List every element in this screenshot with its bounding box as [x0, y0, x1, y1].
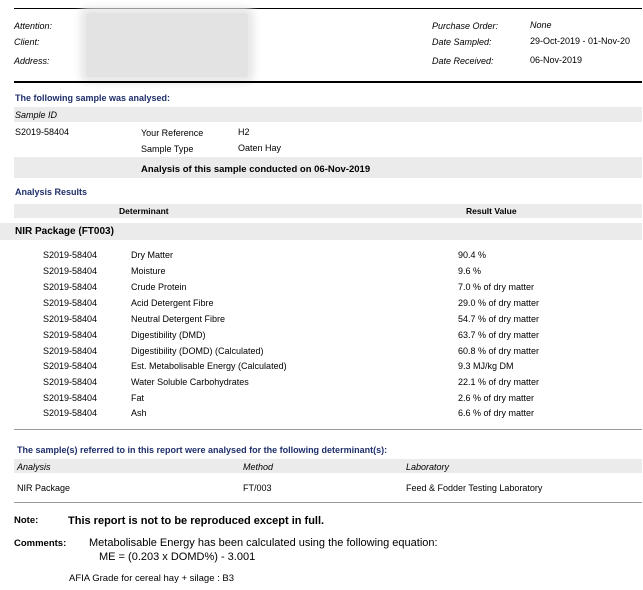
result-value: 2.6 % of dry matter	[458, 393, 535, 403]
col-analysis: Analysis	[17, 462, 51, 472]
result-determinant: Digestibility (DMD)	[131, 330, 206, 340]
date-sampled-value: 29-Oct-2019 - 01-Nov-20	[530, 36, 631, 46]
sample-id-value: S2019-58404	[15, 127, 70, 137]
date-received-value: 06-Nov-2019	[530, 55, 583, 65]
result-sample-id: S2019-58404	[43, 408, 98, 418]
col-method: Method	[243, 462, 274, 472]
redacted-client-details	[86, 13, 248, 77]
method-laboratory-value: Feed & Fodder Testing Laboratory	[406, 483, 543, 493]
result-sample-id: S2019-58404	[43, 346, 98, 356]
sample-id-band	[14, 107, 642, 122]
result-sample-id: S2019-58404	[43, 393, 98, 403]
result-determinant: Fat	[131, 393, 145, 403]
col-laboratory: Laboratory	[406, 462, 450, 472]
result-sample-id: S2019-58404	[43, 377, 98, 387]
methods-column-header	[14, 459, 642, 473]
note-text: This report is not to be reproduced except in full.	[68, 515, 325, 527]
top-rule	[14, 8, 642, 9]
result-value: 6.6 % of dry matter	[458, 408, 535, 418]
results-divider	[14, 429, 642, 430]
header-rule	[14, 81, 642, 83]
result-sample-id: S2019-58404	[43, 266, 98, 276]
comments-line-1: Metabolisable Energy has been calculated using the following equation:	[89, 537, 438, 549]
address-label: Address:	[14, 56, 50, 66]
results-column-header	[14, 204, 642, 218]
result-sample-id: S2019-58404	[43, 361, 98, 371]
result-determinant: Est. Metabolisable Energy (Calculated)	[131, 361, 287, 371]
result-value: 90.4 %	[458, 250, 487, 260]
method-analysis-value: NIR Package	[17, 483, 71, 493]
your-reference-value: H2	[238, 127, 250, 137]
result-value: 7.0 % of dry matter	[458, 282, 535, 292]
result-determinant: Crude Protein	[131, 282, 187, 292]
sample-section-heading: The following sample was analysed:	[15, 93, 171, 103]
result-sample-id: S2019-58404	[43, 314, 98, 324]
result-determinant: Digestibility (DOMD) (Calculated)	[131, 346, 264, 356]
comments-equation: ME = (0.203 x DOMD%) - 3.001	[99, 551, 256, 563]
result-sample-id: S2019-58404	[43, 250, 98, 260]
analysis-results-heading: Analysis Results	[15, 187, 88, 197]
col-result-value: Result Value	[466, 206, 517, 216]
your-reference-label: Your Reference	[141, 128, 204, 138]
sample-type-label: Sample Type	[141, 144, 194, 154]
result-sample-id: S2019-58404	[43, 330, 98, 340]
analysis-conducted-text: Analysis of this sample conducted on 06-Nov-2019	[141, 164, 371, 175]
attention-label: Attention:	[14, 21, 53, 31]
result-value: 9.3 MJ/kg DM	[458, 361, 514, 371]
client-label: Client:	[14, 37, 40, 47]
result-value: 22.1 % of dry matter	[458, 377, 540, 387]
method-code-value: FT/003	[243, 483, 272, 493]
result-value: 9.6 %	[458, 266, 482, 276]
comments-label: Comments:	[14, 538, 67, 549]
result-determinant: Acid Detergent Fibre	[131, 298, 214, 308]
purchase-order-label: Purchase Order:	[432, 21, 499, 31]
result-determinant: Dry Matter	[131, 250, 174, 260]
result-value: 54.7 % of dry matter	[458, 314, 540, 324]
result-determinant: Water Soluble Carbohydrates	[131, 377, 249, 387]
col-determinant: Determinant	[119, 206, 169, 216]
date-sampled-label: Date Sampled:	[432, 37, 492, 47]
methods-heading: The sample(s) referred to in this report were analysed for the following determinant(s):	[17, 445, 388, 455]
result-value: 60.8 % of dry matter	[458, 346, 540, 356]
date-received-label: Date Received:	[432, 56, 494, 66]
package-title: NIR Package (FT003)	[15, 226, 114, 237]
result-determinant: Neutral Detergent Fibre	[131, 314, 226, 324]
result-sample-id: S2019-58404	[43, 282, 98, 292]
afia-grade: AFIA Grade for cereal hay + silage : B3	[69, 573, 235, 584]
result-value: 29.0 % of dry matter	[458, 298, 540, 308]
result-determinant: Ash	[131, 408, 147, 418]
sample-type-value: Oaten Hay	[238, 143, 282, 153]
sample-id-label: Sample ID	[15, 110, 58, 120]
result-sample-id: S2019-58404	[43, 298, 98, 308]
result-determinant: Moisture	[131, 266, 166, 276]
result-value: 63.7 % of dry matter	[458, 330, 540, 340]
note-label: Note:	[14, 515, 39, 526]
methods-divider	[14, 502, 642, 503]
purchase-order-value: None	[530, 20, 552, 30]
